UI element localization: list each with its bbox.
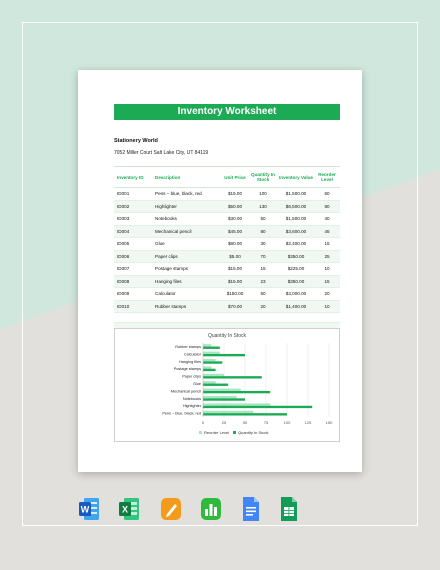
header-inventory-value: Inventory Value <box>278 167 314 188</box>
unit-price-cell: $70.00 <box>222 300 248 313</box>
inventory-value-cell: $225.00 <box>278 263 314 276</box>
quantity-cell: 30 <box>248 238 278 251</box>
table-row <box>114 288 340 301</box>
table-row <box>114 300 340 313</box>
company-name: Stationery World <box>114 138 158 144</box>
bar-reorder-level <box>203 374 224 376</box>
inventory-table <box>114 166 340 333</box>
y-category-label: Mechanical pencil <box>170 389 201 394</box>
worksheet-page <box>78 70 362 472</box>
inventory-value-cell: $350.00 <box>278 275 314 288</box>
inventory-id-cell: ID005 <box>114 238 152 251</box>
x-tick-label: 75 <box>263 420 269 425</box>
inventory-value-cell: $2,400.00 <box>278 238 314 251</box>
reorder-level-cell: 10 <box>314 263 340 276</box>
y-category-label: Postage stamps <box>173 367 201 372</box>
legend-label: Reorder Level <box>204 429 230 435</box>
svg-text:X: X <box>121 504 129 515</box>
y-category-label: Highlighter <box>182 404 201 409</box>
unit-price-cell: $80.00 <box>222 238 248 251</box>
inventory-id-cell: ID007 <box>114 263 152 276</box>
quantity-cell: 20 <box>248 300 278 313</box>
bar-reorder-level <box>203 366 211 368</box>
y-category-label: Glue <box>192 382 201 386</box>
bar-quantity-in-stock <box>203 391 270 393</box>
header-unit-price: Unit Price <box>222 167 248 188</box>
description-cell: Glue <box>152 238 222 251</box>
empty-cell <box>314 313 340 323</box>
app-icon-row <box>78 496 362 526</box>
table-row <box>114 250 340 263</box>
x-tick-label: 100 <box>283 420 291 425</box>
inventory-value-cell: $1,400.00 <box>278 300 314 313</box>
quantity-cell: 100 <box>248 188 278 201</box>
x-tick-label: 25 <box>221 420 227 425</box>
reorder-level-cell: 80 <box>314 200 340 213</box>
reorder-level-cell: 15 <box>314 275 340 288</box>
header-inventory-id: Inventory ID <box>114 167 152 188</box>
bar-quantity-in-stock <box>203 361 222 363</box>
quantity-cell: 23 <box>248 275 278 288</box>
inventory-value-cell: $3,000.00 <box>278 288 314 301</box>
reorder-level-cell: 40 <box>314 213 340 226</box>
description-cell: Pens – blue, black, red <box>152 188 222 201</box>
inventory-value-cell: $6,500.00 <box>278 200 314 213</box>
inventory-id-cell: ID008 <box>114 275 152 288</box>
bar-reorder-level <box>203 396 237 398</box>
unit-price-cell: $15.00 <box>222 263 248 276</box>
empty-cell <box>222 313 248 323</box>
inventory-id-cell: ID003 <box>114 213 152 226</box>
reorder-level-cell: 60 <box>314 188 340 201</box>
unit-price-cell: $15.00 <box>222 275 248 288</box>
word-icon[interactable] <box>78 496 100 522</box>
description-cell: Notebooks <box>152 213 222 226</box>
unit-price-cell: $15.00 <box>222 188 248 201</box>
bar-reorder-level <box>203 359 216 361</box>
empty-cell <box>114 313 152 323</box>
empty-row <box>114 313 340 323</box>
bar-reorder-level <box>203 403 270 405</box>
description-cell: Rubber stamps <box>152 300 222 313</box>
empty-cell <box>278 313 314 323</box>
header-description: Description <box>152 167 222 188</box>
pages-icon[interactable] <box>160 496 182 522</box>
bar-quantity-in-stock <box>203 354 245 356</box>
table-row <box>114 200 340 213</box>
quantity-cell: 15 <box>248 263 278 276</box>
inventory-value-cell: $1,500.00 <box>278 188 314 201</box>
empty-cell <box>248 313 278 323</box>
bar-quantity-in-stock <box>203 347 220 349</box>
google-docs-icon[interactable] <box>240 496 262 522</box>
inventory-id-cell: ID009 <box>114 288 152 301</box>
chart-title: Quantity In Stock <box>207 333 247 339</box>
table-row <box>114 238 340 251</box>
header-quantity: Quantity In Stock <box>248 167 278 188</box>
unit-price-cell: $45.00 <box>222 225 248 238</box>
google-sheets-icon[interactable] <box>278 496 300 522</box>
bar-quantity-in-stock <box>203 384 228 386</box>
legend-label: Quantity In Stock <box>238 429 269 435</box>
reorder-level-cell: 20 <box>314 288 340 301</box>
y-category-label: Rubber stamps <box>175 345 201 349</box>
inventory-id-cell: ID002 <box>114 200 152 213</box>
bar-quantity-in-stock <box>203 406 312 408</box>
bar-quantity-in-stock <box>203 376 262 378</box>
empty-cell <box>152 313 222 323</box>
description-cell: Mechanical pencil <box>152 225 222 238</box>
y-category-label: Notebooks <box>182 396 201 401</box>
y-category-label: Pens – blue, black, red <box>162 411 201 416</box>
reorder-level-cell: 25 <box>314 250 340 263</box>
quantity-cell: 80 <box>248 225 278 238</box>
company-address: 7052 Miller Court Salt Lake City, UT 84119 <box>114 150 209 156</box>
description-cell: Highlighter <box>152 200 222 213</box>
legend-swatch <box>233 431 236 434</box>
inventory-id-cell: ID010 <box>114 300 152 313</box>
chart-canvas <box>115 329 339 441</box>
inventory-id-cell: ID001 <box>114 188 152 201</box>
quantity-cell: 50 <box>248 288 278 301</box>
y-category-label: Hanging files <box>179 359 201 364</box>
svg-text:W: W <box>80 504 90 515</box>
unit-price-cell: $5.00 <box>222 250 248 263</box>
table-row <box>114 275 340 288</box>
unit-price-cell: $50.00 <box>222 200 248 213</box>
bar-quantity-in-stock <box>203 369 216 371</box>
table-row <box>114 225 340 238</box>
worksheet-title: Inventory Worksheet <box>114 104 340 120</box>
bar-reorder-level <box>203 389 241 391</box>
bar-quantity-in-stock <box>203 398 245 400</box>
quantity-cell: 50 <box>248 213 278 226</box>
unit-price-cell: $30.00 <box>222 213 248 226</box>
x-tick-label: 0 <box>201 420 205 425</box>
inventory-value-cell: $1,500.00 <box>278 213 314 226</box>
y-category-label: Calculator <box>183 352 201 357</box>
x-tick-label: 50 <box>242 420 248 425</box>
table-row <box>114 213 340 226</box>
description-cell: Calculator <box>152 288 222 301</box>
table-body <box>114 188 340 333</box>
bar-quantity-in-stock <box>203 413 287 415</box>
reorder-level-cell: 15 <box>314 238 340 251</box>
y-category-label: Paper clips <box>182 374 201 379</box>
inventory-value-cell: $3,600.00 <box>278 225 314 238</box>
inventory-id-cell: ID004 <box>114 225 152 238</box>
description-cell: Postage stamps <box>152 263 222 276</box>
numbers-icon[interactable] <box>200 496 222 522</box>
quantity-cell: 130 <box>248 200 278 213</box>
reorder-level-cell: 10 <box>314 300 340 313</box>
table-row <box>114 263 340 276</box>
x-tick-label: 125 <box>304 420 312 425</box>
table-row <box>114 188 340 201</box>
description-cell: Hanging files <box>152 275 222 288</box>
header-reorder-level: Reorder Level <box>314 167 340 188</box>
bar-reorder-level <box>203 411 253 413</box>
table-header-row <box>114 167 340 188</box>
x-tick-label: 150 <box>325 420 333 425</box>
inventory-value-cell: $350.00 <box>278 250 314 263</box>
bar-reorder-level <box>203 381 216 383</box>
inventory-id-cell: ID006 <box>114 250 152 263</box>
reorder-level-cell: 45 <box>314 225 340 238</box>
legend-swatch <box>199 431 202 434</box>
description-cell: Paper clips <box>152 250 222 263</box>
quantity-chart <box>114 328 340 442</box>
unit-price-cell: $150.00 <box>222 288 248 301</box>
bar-reorder-level <box>203 352 220 354</box>
excel-icon[interactable] <box>118 496 140 522</box>
bar-reorder-level <box>203 344 211 346</box>
quantity-cell: 70 <box>248 250 278 263</box>
